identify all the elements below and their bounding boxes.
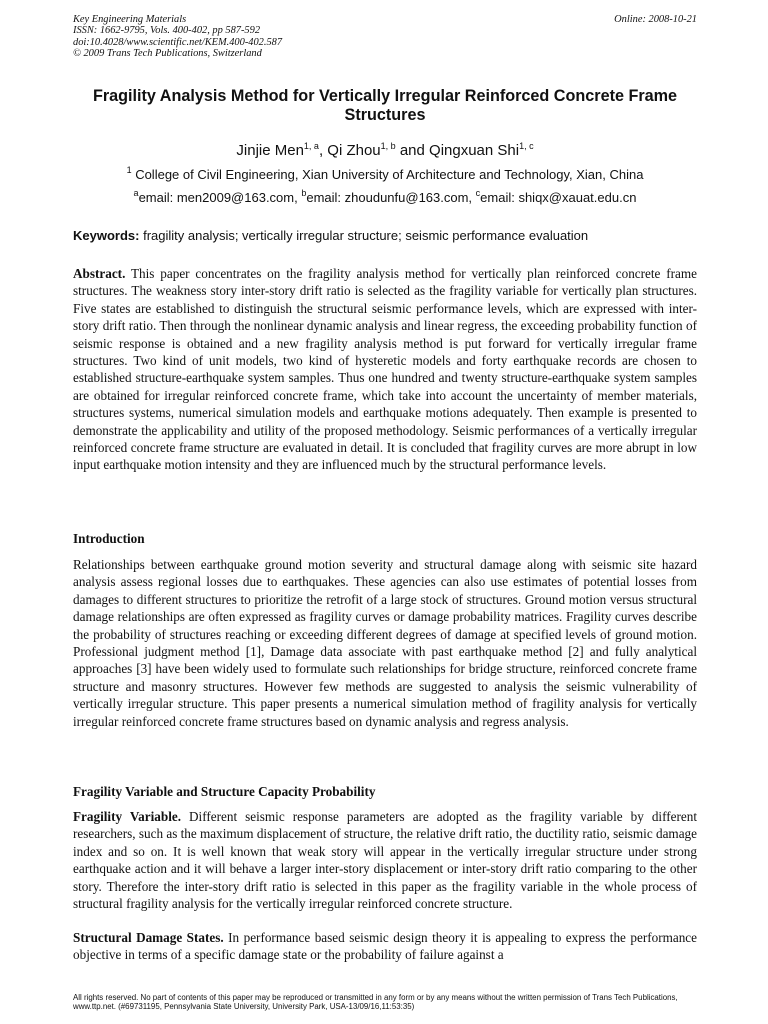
author-conjunction: and bbox=[395, 142, 430, 159]
abstract bbox=[73, 265, 697, 474]
author-list bbox=[73, 142, 697, 160]
keywords-text: fragility analysis; vertically irregular structure; seismic performance evaluation bbox=[139, 228, 589, 243]
author-name: Qi Zhou bbox=[323, 142, 381, 159]
email-list bbox=[73, 190, 697, 206]
section-heading-introduction: Introduction bbox=[73, 531, 145, 546]
author-affil-mark: 1, b bbox=[380, 141, 396, 151]
author-affil-mark: 1, c bbox=[519, 141, 534, 151]
paragraph-text: Different seismic response parameters are adopted as the fragility variable by different researchers, such as the maximum displacement of structure, the relative drift ratio, the ductility ratio, seismic damage index and so on. It is well known that weak story will appear in the vertically irregular structure under strong earthquake action and it will behave a larger inter-story displacement or inter-story drift ratio comparing to the other story. Therefore the inter-story drift ratio is selected in this paper as the fragility variable in the whole process of structural fragility analysis for the vertically irregular reinforced concrete structure. bbox=[73, 809, 697, 912]
affiliation-text: College of Civil Engineering, Xian University of Architecture and Technology, Xian, China bbox=[131, 167, 644, 182]
introduction-paragraph: Relationships between earthquake ground motion severity and structural damage along with seismic site hazard analysis assess regional losses due to earthquakes. These agencies can also use estimates of potential losses from damages to different structures to prioritize the retrofit of a large stock of structures. Ground motion versus structural damage relationships are often expressed as fragility curves or damage probability matrices. Fragility curves describe the probability of structures reaching or exceeding different degrees of damage at specified levels of ground motion. Professional judgment method [1], Damage data associate with past earthquake method [2] and fully analytical approaches [3] have been widely used to formulate such relationships for bridge structure, reinforced concrete frame structure and masonry structures. However few methods are suggested to analysis the seismic vulnerability of vertically irregular structure. This paper presents a numerical simulation method of fragility analysis for vertically irregular reinforced concrete frame structures based on dynamic analysis and regress analysis. bbox=[73, 557, 697, 729]
author-affil-mark: 1, a bbox=[303, 141, 319, 151]
damage-states-paragraph bbox=[73, 929, 697, 964]
email-address: email: zhoudunfu@163.com, bbox=[306, 190, 476, 205]
paper-title: Fragility Analysis Method for Vertically Irregular Reinforced Concrete Frame Structures bbox=[92, 87, 678, 124]
paragraph-text: In performance based seismic design theory it is appealing to express the performance objective in terms of a specific damage state or the probability of failure against a bbox=[73, 930, 697, 963]
email-mark: c bbox=[475, 188, 481, 198]
rights-footer: All rights reserved. No part of contents of this paper may be reproduced or transmitted in any form or by any means without the written permission of Trans Tech Publications, www.ttp.net. (#69731195, Pennsylvania State University, University Park, USA-13/09/16,11:53:35) bbox=[73, 993, 678, 1012]
issn-line: ISSN: 1662-9795, Vols. 400-402, pp 587-592 bbox=[73, 25, 261, 37]
keywords-label: Keywords: bbox=[73, 228, 140, 243]
paragraph-lead: Structural Damage States. bbox=[73, 930, 224, 945]
email-mark: b bbox=[301, 188, 307, 198]
section-heading-fragility-variable: Fragility Variable and Structure Capacity Probability bbox=[73, 784, 376, 799]
email-address: email: shiqx@xauat.edu.cn bbox=[480, 190, 637, 205]
abstract-label: Abstract. bbox=[73, 266, 126, 281]
journal-name: Key Engineering Materials bbox=[73, 14, 187, 25]
affiliation-mark: 1 bbox=[126, 165, 132, 175]
affiliation bbox=[73, 167, 697, 183]
author-separator: , bbox=[318, 142, 324, 159]
keywords bbox=[73, 228, 697, 244]
online-date: Online: 2008-10-21 bbox=[614, 14, 697, 25]
copyright-line: © 2009 Trans Tech Publications, Switzerland bbox=[73, 48, 262, 60]
author-name: Qingxuan Shi bbox=[429, 142, 520, 159]
email-mark: a bbox=[133, 188, 139, 198]
journal-header bbox=[73, 14, 697, 60]
fragility-variable-paragraph bbox=[73, 808, 697, 912]
author-name: Jinjie Men bbox=[236, 142, 304, 159]
abstract-text: This paper concentrates on the fragility analysis method for vertically plan reinforced concrete frame structures. The weakness story inter-story drift ratio is selected as the fragility variable for vertically plan structures. Five states are established to distinguish the structural seismic performance levels, which are expressed with inter-story drift ratio. Then through the nonlinear dynamic analysis and linear regress, the exceeding probability function of seismic response is obtained and a new fragility analysis method is put forward for vertically irregular frame structures. Two kind of unit models, two kind of hysteretic models and forty earthquake records are chosen to established structure-earthquake system samples. Thus one hundred and twenty structure-earthquake system samples are obtained for irregular reinforced concrete frame, which take into account the uncertainty of member materials, structures systems, numerical simulation models and earthquake motions adequately. Then example is presented to demonstrate the applicability and utility of the proposed methodology. Seismic performances of a vertically irregular reinforced concrete frame structure are evaluated in detail. It is concluded that fragility curves are more abrupt in low input earthquake motion intensity and they are influenced much by the structural performance levels. bbox=[73, 266, 697, 473]
email-address: email: men2009@163.com, bbox=[138, 190, 302, 205]
paragraph-lead: Fragility Variable. bbox=[73, 809, 182, 824]
doi-line: doi:10.4028/www.scientific.net/KEM.400-402.587 bbox=[73, 36, 283, 48]
